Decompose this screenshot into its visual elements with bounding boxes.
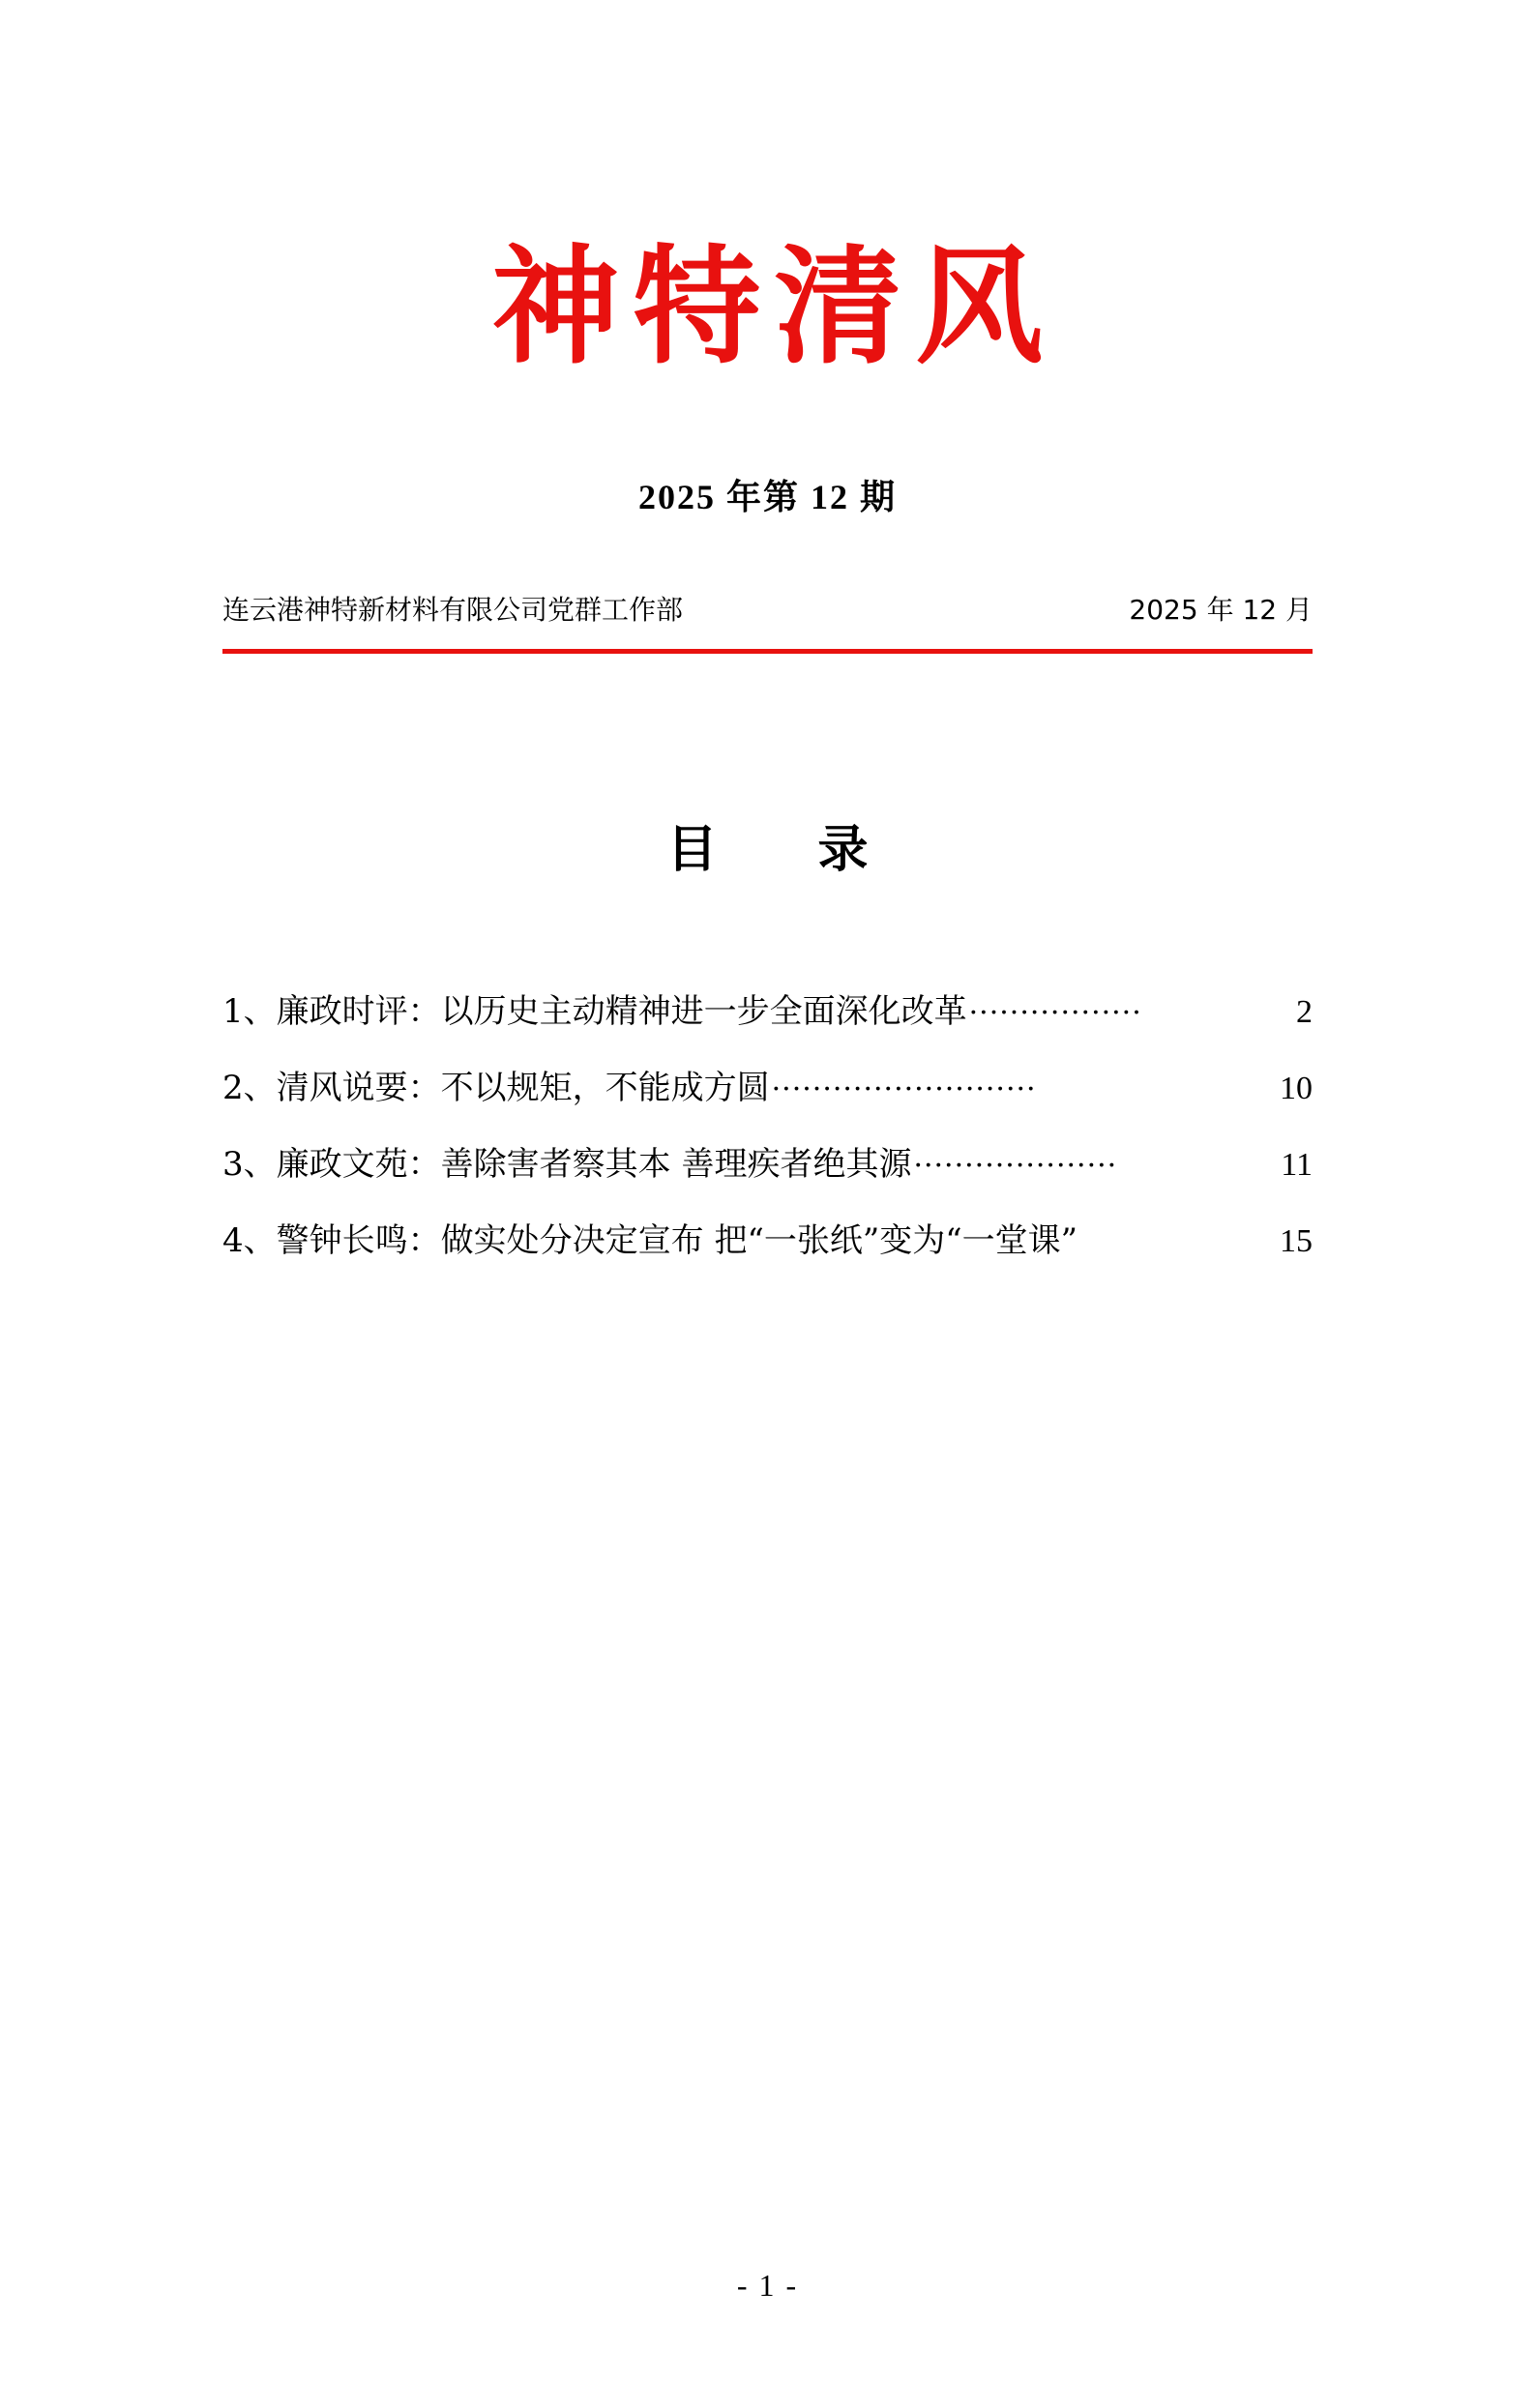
page-number: - 1 -: [736, 2268, 799, 2303]
toc-leader-dots: ·················: [968, 999, 1142, 1029]
toc-heading: 目 录: [666, 820, 894, 880]
toc-leader-dots: ····················: [913, 1152, 1118, 1182]
publisher-name: 连云港神特新材料有限公司党群工作部: [222, 594, 684, 627]
toc-entry-label: 3、廉政文苑：善除害者察其本 善理疾者绝其源: [222, 1145, 912, 1185]
toc-entry-page: 11: [1281, 1147, 1313, 1184]
list-item[interactable]: [222, 992, 1313, 1032]
toc-entry-label: 2、清风说要：不以规矩，不能成方圆: [222, 1069, 770, 1108]
list-item[interactable]: [222, 1145, 1313, 1185]
toc-entry-page: 15: [1280, 1223, 1313, 1260]
red-divider: [222, 649, 1313, 654]
page-title: 神特清风: [491, 232, 1057, 382]
publish-date: 2025 年 12 月: [1129, 594, 1313, 627]
document-page: [0, 232, 1535, 2408]
toc-entry-page: 2: [1296, 994, 1313, 1031]
list-item[interactable]: [222, 1221, 1313, 1261]
toc-entry-page: 10: [1280, 1071, 1313, 1107]
issue-line: 2025 年第 12 期: [637, 478, 897, 517]
imprint: [222, 589, 1313, 628]
toc-entry-label: 4、警钟长鸣：做实处分决定宣布 把“一张纸”变为“一堂课”: [222, 1221, 1077, 1261]
toc-leader-dots: ··························: [771, 1075, 1037, 1105]
list-item[interactable]: [222, 1069, 1313, 1108]
toc-entry-label: 1、廉政时评：以历史主动精神进一步全面深化改革: [222, 992, 967, 1032]
table-of-contents: [222, 992, 1313, 1261]
